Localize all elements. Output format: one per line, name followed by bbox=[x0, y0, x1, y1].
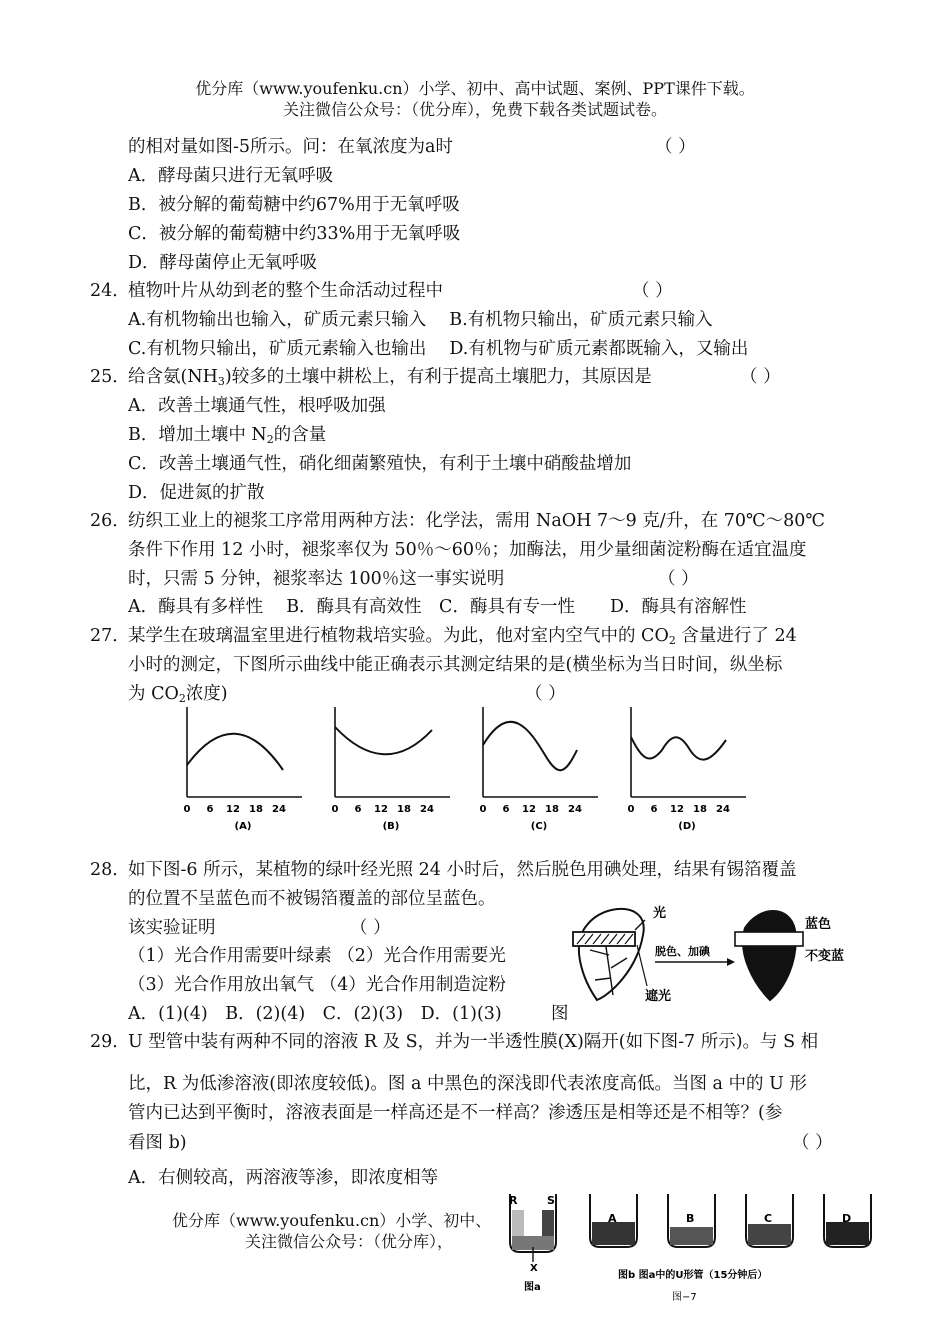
q25-option-b: B．增加土壤中 $N_2$的含量 bbox=[128, 425, 327, 446]
q25-number: 25． bbox=[90, 367, 130, 387]
curve-b bbox=[335, 727, 432, 754]
svg-text:18: 18 bbox=[693, 804, 707, 815]
svg-text:24: 24 bbox=[568, 804, 582, 815]
q29-option-a: A．右侧较高，两溶液等渗，即浓度相等 bbox=[128, 1168, 439, 1188]
u-tube-option-a bbox=[590, 1194, 637, 1247]
q28-figure-caption: 图 bbox=[551, 1004, 569, 1024]
q29-stem-line-1: U 型管中装有两种不同的溶液 R 及 S，并为一半透性膜(X)隔开(如下图-7 所示)。与 S 相 bbox=[128, 1032, 819, 1052]
u-tube-a bbox=[509, 1194, 556, 1293]
graph-c bbox=[480, 707, 598, 832]
q24-number: 24． bbox=[90, 281, 130, 301]
svg-text:18: 18 bbox=[249, 804, 263, 815]
svg-text:12: 12 bbox=[522, 804, 536, 815]
header-line-1: 优分库（www.youfenku.cn）小学、初中、高中试题、案例、PPT课件下载。 bbox=[195, 79, 755, 98]
q23-stem: 的相对量如图-5所示。问：在氧浓度为a时 bbox=[128, 137, 453, 157]
curve-a bbox=[187, 734, 283, 770]
q28-stem-line-2: 的位置不呈蓝色而不被锡箔覆盖的部位呈蓝色。 bbox=[128, 889, 496, 909]
svg-text:24: 24 bbox=[272, 804, 286, 815]
svg-text:0: 0 bbox=[183, 804, 191, 815]
svg-text:(B): (B) bbox=[382, 821, 400, 832]
svg-text:6: 6 bbox=[206, 804, 214, 815]
footer-line-1: 优分库（www.youfenku.cn）小学、初中、 bbox=[172, 1211, 492, 1230]
svg-text:12: 12 bbox=[374, 804, 388, 815]
q27-graphs bbox=[170, 705, 770, 835]
q25-option-a: A．改善土壤通气性，根呼吸加强 bbox=[128, 396, 386, 416]
q25-option-d: D．促进氮的扩散 bbox=[128, 483, 265, 503]
q25-option-c: C．改善土壤通气性，硝化细菌繁殖快，有利于土壤中硝酸盐增加 bbox=[128, 454, 632, 474]
q23-option-b: B．被分解的葡萄糖中约67%用于无氧呼吸 bbox=[128, 195, 460, 215]
q27-number: 27． bbox=[90, 626, 130, 646]
leaf-right-unstained-band bbox=[735, 932, 803, 946]
q29-number: 29． bbox=[90, 1032, 130, 1052]
header-line-2: 关注微信公众号：（优分库），免费下载各类试题试卷。 bbox=[282, 100, 667, 119]
label-not-blue: 不变蓝 bbox=[805, 949, 845, 964]
q26-stem-line-2: 条件下作用 12 小时，褪浆率仅为 50％～60％；加酶法，用少量细菌淀粉酶在适宜温度 bbox=[128, 540, 807, 560]
svg-text:0: 0 bbox=[479, 804, 487, 815]
q25-answer-paren: （ ） bbox=[740, 367, 781, 387]
graph-a bbox=[184, 707, 302, 832]
q24-answer-paren: （ ） bbox=[632, 281, 673, 301]
q23-option-c: C．被分解的葡萄糖中约33%用于无氧呼吸 bbox=[128, 224, 461, 244]
q26-stem-line-1: 纺织工业上的褪浆工序常用两种方法：化学法，需用 NaOH 7～9 克/升，在 70℃～80℃ bbox=[128, 511, 825, 531]
q28-stem-line-1: 如下图-6 所示，某植物的绿叶经光照 24 小时后，然后脱色用碘处理，结果有锡箔覆盖 bbox=[128, 860, 797, 880]
q28-stem-line-3: 该实验证明 bbox=[128, 918, 216, 938]
q28-number: 28． bbox=[90, 860, 130, 880]
label-fig-a: 图a bbox=[524, 1282, 541, 1293]
svg-text:D: D bbox=[842, 1212, 852, 1225]
q26-number: 26． bbox=[90, 511, 130, 531]
q24-stem: 植物叶片从幼到老的整个生命活动过程中 bbox=[128, 281, 443, 301]
q23-option-a: A．酵母菌只进行无氧呼吸 bbox=[128, 166, 334, 186]
q29-stem-line-2: 比，R 为低渗溶液(即浓度较低)。图 a 中黑色的深浅即代表浓度高低。当图 a 中的 U 形 bbox=[128, 1074, 807, 1094]
leaf-right bbox=[743, 911, 796, 1000]
q29-stem-line-3: 管内已达到平衡时，溶液表面是一样高还是不一样高？渗透压是相等还是不相等？(参 bbox=[128, 1103, 783, 1123]
label-r: R bbox=[509, 1194, 518, 1207]
svg-text:12: 12 bbox=[226, 804, 240, 815]
q29-answer-paren: （ ） bbox=[792, 1133, 833, 1153]
q26-answer-paren: （ ） bbox=[658, 569, 699, 589]
svg-text:24: 24 bbox=[716, 804, 730, 815]
q25-stem: 给含氨$(NH_3)$较多的土壤中耕松上，有利于提高土壤肥力，其原因是 bbox=[128, 367, 652, 388]
q28-choices: A．(1)(4) B．(2)(4) C．(2)(3) D．(1)(3) bbox=[128, 1004, 502, 1024]
q28-statements-1: （1）光合作用需要叶绿素 （2）光合作用需要光 bbox=[128, 946, 506, 966]
u-tube-option-c bbox=[746, 1194, 793, 1247]
footer-line-2: 关注微信公众号：（优分库）， bbox=[245, 1232, 454, 1251]
label-s: S bbox=[547, 1194, 555, 1207]
curve-c bbox=[483, 722, 577, 770]
svg-text:18: 18 bbox=[545, 804, 559, 815]
label-x: X bbox=[530, 1263, 538, 1274]
u-tube-option-b bbox=[668, 1194, 715, 1247]
svg-text:0: 0 bbox=[627, 804, 635, 815]
u-tube-option-d bbox=[824, 1194, 871, 1247]
svg-text:C: C bbox=[764, 1212, 773, 1225]
svg-text:(D): (D) bbox=[678, 821, 696, 832]
label-cover: 遮光 bbox=[645, 989, 672, 1004]
svg-text:(A): (A) bbox=[234, 821, 252, 832]
q27-answer-paren: （ ） bbox=[525, 684, 566, 704]
label-fig-b: 图b 图a中的U形管（15分钟后） bbox=[618, 1270, 768, 1281]
q28-answer-paren: （ ） bbox=[350, 918, 391, 938]
q24-options-line-1: A.有机物输出也输入，矿质元素只输入 B.有机物只输出，矿质元素只输入 bbox=[128, 310, 713, 330]
svg-text:18: 18 bbox=[397, 804, 411, 815]
svg-text:(C): (C) bbox=[530, 821, 548, 832]
q26-stem-line-3: 时，只需 5 分钟，褪浆率达 100％这一事实说明 bbox=[128, 569, 505, 589]
q29-stem-line-4: 看图 b) bbox=[128, 1133, 187, 1153]
svg-text:0: 0 bbox=[331, 804, 339, 815]
svg-text:6: 6 bbox=[502, 804, 510, 815]
label-fig-7: 图−7 bbox=[672, 1292, 697, 1303]
q27-stem-line-2: 小时的测定，下图所示曲线中能正确表示其测定结果的是(横坐标为当日时间，纵坐标 bbox=[128, 655, 783, 675]
q23-option-d: D．酵母菌停止无氧呼吸 bbox=[128, 253, 318, 273]
label-light: 光 bbox=[653, 906, 667, 921]
svg-text:A: A bbox=[608, 1212, 617, 1225]
svg-text:12: 12 bbox=[670, 804, 684, 815]
q28-leaf-figure bbox=[565, 900, 865, 1005]
label-process: 脱色、加碘 bbox=[655, 945, 710, 958]
label-blue: 蓝色 bbox=[805, 917, 832, 932]
q26-options: A．酶具有多样性 B．酶具有高效性 C．酶具有专一性 D．酶具有溶解性 bbox=[128, 597, 747, 617]
svg-text:24: 24 bbox=[420, 804, 434, 815]
q23-answer-paren: （ ） bbox=[655, 137, 696, 157]
q27-stem-line-3: 为 $CO_2$浓度) bbox=[128, 684, 228, 705]
svg-text:6: 6 bbox=[650, 804, 658, 815]
q27-stem-line-1: 某学生在玻璃温室里进行植物栽培实验。为此，他对室内空气中的 $CO_2$ 含量进行了 24 bbox=[128, 626, 797, 647]
graph-d bbox=[628, 707, 746, 832]
svg-text:6: 6 bbox=[354, 804, 362, 815]
graph-b bbox=[332, 707, 450, 832]
svg-text:B: B bbox=[686, 1212, 695, 1225]
q28-statements-2: （3）光合作用放出氧气 （4）光合作用制造淀粉 bbox=[128, 975, 506, 995]
curve-d bbox=[631, 737, 726, 760]
q29-u-tube-figure bbox=[500, 1192, 880, 1312]
q24-options-line-2: C.有机物只输出，矿质元素输入也输出 D.有机物与矿质元素都既输入，又输出 bbox=[128, 339, 749, 359]
